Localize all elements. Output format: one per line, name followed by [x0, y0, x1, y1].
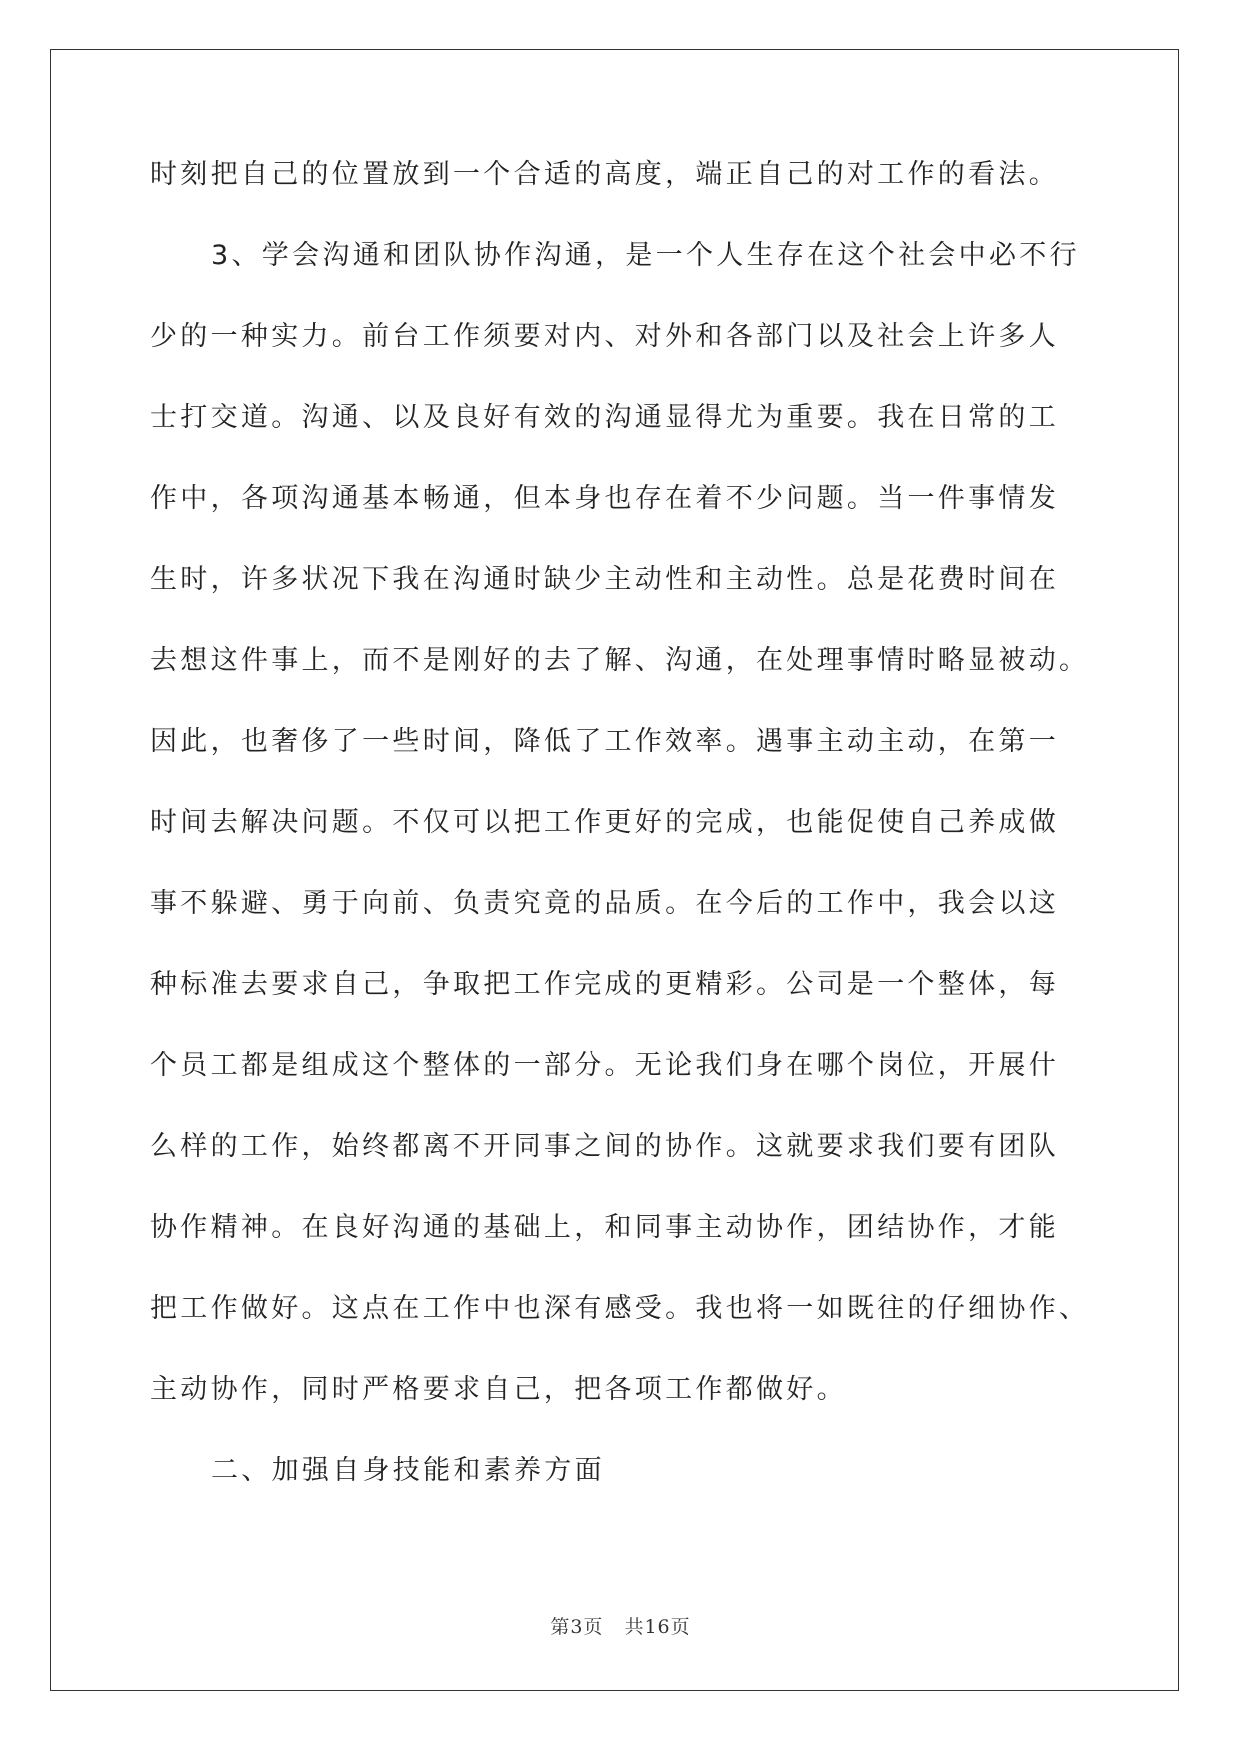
- paragraph-line: 事不躲避、勇于向前、负责究竟的品质。在今后的工作中，我会以这: [150, 888, 1059, 919]
- paragraph-line: 主动协作，同时严格要求自己，把各项工作都做好。: [150, 1374, 847, 1405]
- document-body: [150, 157, 1090, 1534]
- paragraph-line: 少的一种实力。前台工作须要对内、对外和各部门以及社会上许多人: [150, 321, 1059, 352]
- page-total: 共16页: [624, 1616, 691, 1638]
- page-footer: [0, 1612, 1241, 1639]
- paragraph-line: 因此，也奢侈了一些时间，降低了工作效率。遇事主动主动，在第一: [150, 726, 1059, 757]
- paragraph-line: 时刻把自己的位置放到一个合适的高度，端正自己的对工作的看法。: [150, 159, 1059, 190]
- paragraph-line: 把工作做好。这点在工作中也深有感受。我也将一如既往的仔细协作、: [150, 1293, 1090, 1324]
- paragraph-line: 时间去解决问题。不仅可以把工作更好的完成，也能促使自己养成做: [150, 807, 1059, 838]
- paragraph-line: 种标准去要求自己，争取把工作完成的更精彩。公司是一个整体，每: [150, 969, 1059, 1000]
- paragraph-line: 作中，各项沟通基本畅通，但本身也存在着不少问题。当一件事情发: [150, 483, 1059, 514]
- paragraph-line: 士打交道。沟通、以及良好有效的沟通显得尤为重要。我在日常的工: [150, 402, 1059, 433]
- paragraph-line: 生时，许多状况下我在沟通时缺少主动性和主动性。总是花费时间在: [150, 564, 1059, 595]
- paragraph-line: 么样的工作，始终都离不开同事之间的协作。这就要求我们要有团队: [150, 1131, 1059, 1162]
- page-number: 第3页: [550, 1616, 604, 1638]
- paragraph-line: 去想这件事上，而不是刚好的去了解、沟通，在处理事情时略显被动。: [150, 645, 1090, 676]
- section-heading: 二、加强自身技能和素养方面: [211, 1455, 605, 1486]
- paragraph-line: 3、学会沟通和团队协作沟通，是一个人生存在这个社会中必不行: [211, 240, 1080, 271]
- paragraph-line: 个员工都是组成这个整体的一部分。无论我们身在哪个岗位，开展什: [150, 1050, 1059, 1081]
- paragraph-line: 协作精神。在良好沟通的基础上，和同事主动协作，团结协作，才能: [150, 1212, 1059, 1243]
